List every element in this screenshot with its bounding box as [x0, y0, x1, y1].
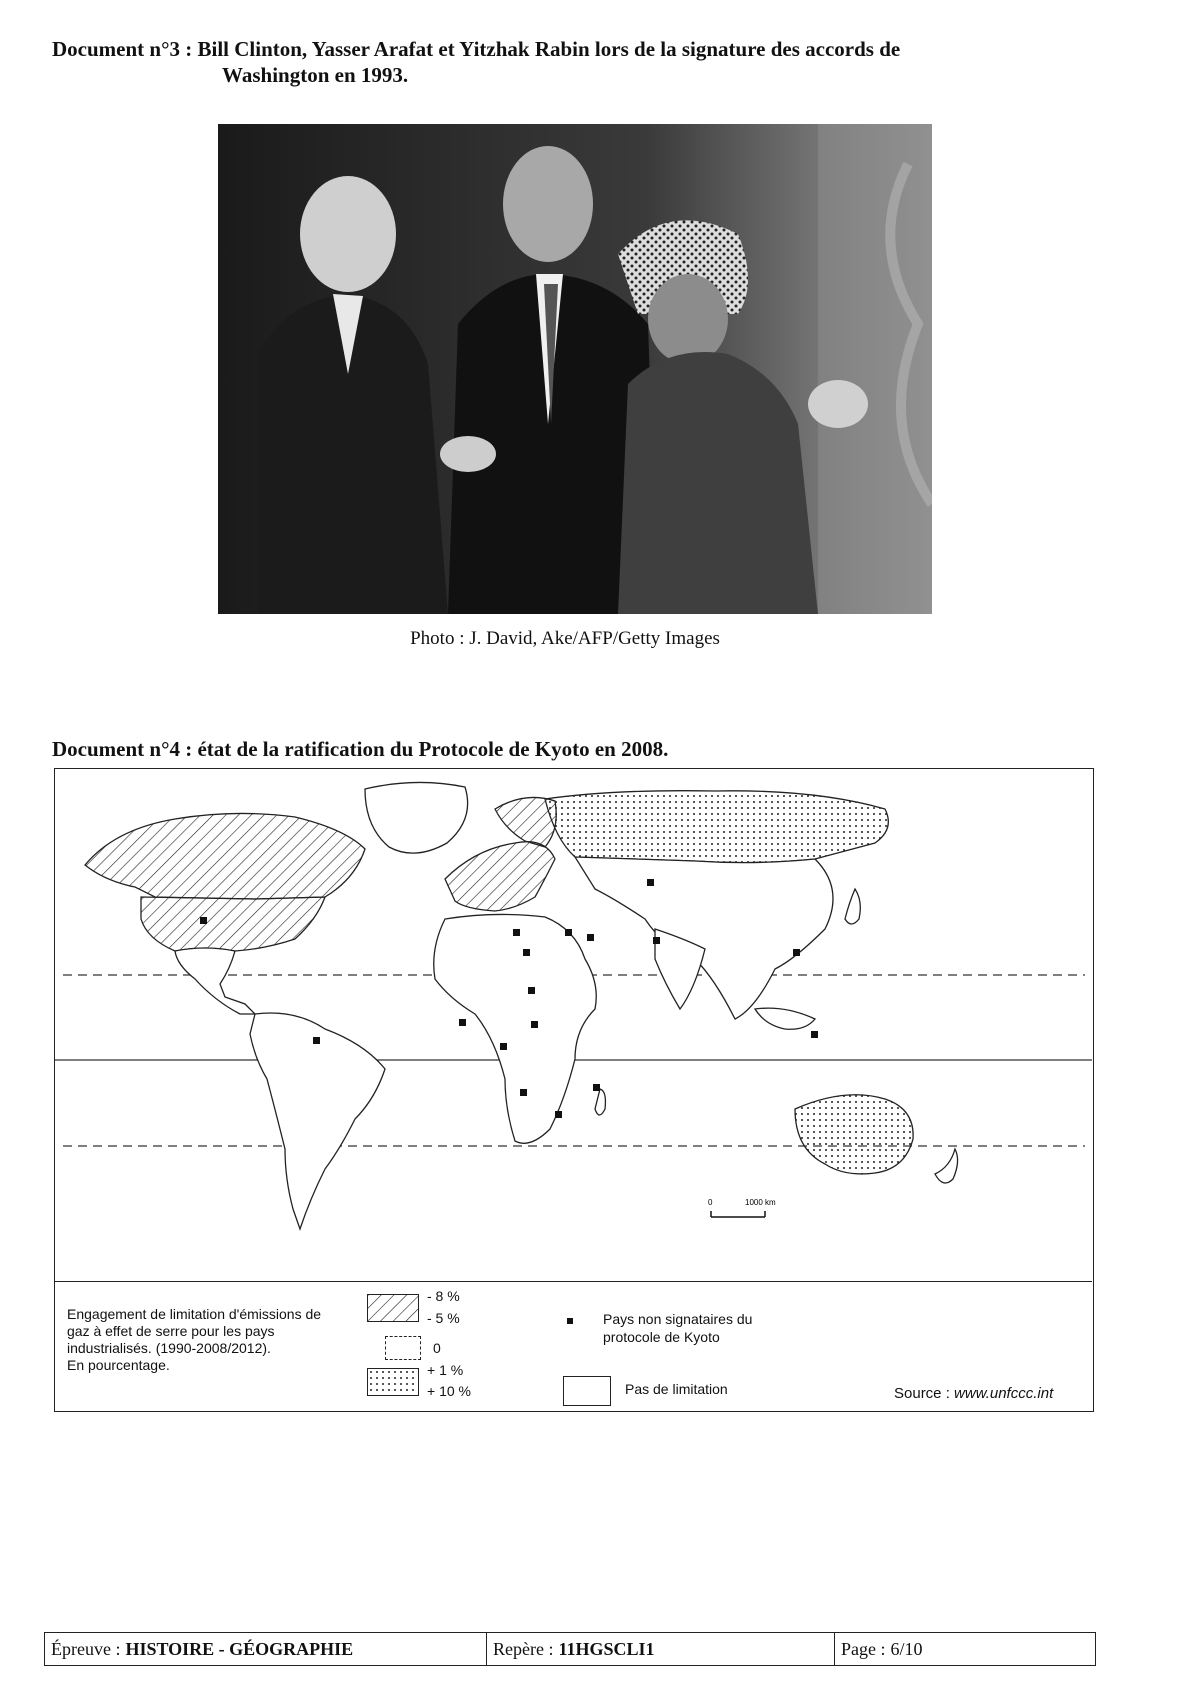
- footer-page-value: 6/10: [890, 1638, 923, 1659]
- non-signatory-legend-mark: [567, 1318, 573, 1324]
- no-limit-swatch: [563, 1376, 611, 1406]
- footer-epreuve-label: Épreuve :: [51, 1638, 121, 1659]
- non-signatory-mark: [500, 1043, 507, 1050]
- legend-non-signatory-line1: Pays non signataires du: [603, 1311, 753, 1327]
- australia-shape: [795, 1095, 913, 1174]
- document-3-title-line1: Document n°3 : Bill Clinton, Yasser Arafat et Yitzhak Rabin lors de la signature des accords de: [52, 37, 901, 61]
- madagascar-shape: [595, 1089, 605, 1115]
- legend-intro: [67, 1306, 387, 1374]
- non-signatory-mark: [555, 1111, 562, 1118]
- exam-footer: [44, 1632, 1096, 1666]
- non-signatory-mark: [523, 949, 530, 956]
- legend-dashed-value: 0: [433, 1340, 441, 1356]
- footer-epreuve-value: HISTOIRE - GÉOGRAPHIE: [125, 1638, 354, 1659]
- non-signatory-mark: [313, 1037, 320, 1044]
- non-signatory-mark: [200, 917, 207, 924]
- source-url: www.unfccc.int: [954, 1385, 1054, 1402]
- scale-label: 1000 km: [745, 1198, 776, 1207]
- africa-shape: [434, 914, 597, 1143]
- legend-intro-line: En pourcentage.: [67, 1357, 170, 1373]
- non-signatory-mark: [587, 934, 594, 941]
- asia-shape: [575, 857, 833, 1019]
- central-america-shape: [175, 948, 255, 1014]
- footer-repere-value: 11HGSCLI1: [558, 1638, 655, 1659]
- non-signatory-mark: [528, 987, 535, 994]
- non-signatory-mark: [593, 1084, 600, 1091]
- new-zealand-shape: [935, 1149, 958, 1183]
- non-signatory-mark: [793, 949, 800, 956]
- dots-swatch: [367, 1368, 419, 1396]
- legend-intro-line: industrialisés. (1990-2008/2012).: [67, 1340, 271, 1356]
- southeast-asia-shape: [755, 1008, 815, 1029]
- footer-repere: [487, 1633, 835, 1665]
- non-signatory-mark: [513, 929, 520, 936]
- legend-dots-bottom: + 10 %: [427, 1383, 471, 1399]
- japan-shape: [845, 889, 860, 924]
- source-prefix: Source :: [894, 1385, 955, 1402]
- document-3-title-line2: Washington en 1993.: [222, 63, 409, 87]
- non-signatory-mark: [520, 1089, 527, 1096]
- south-america-shape: [250, 1013, 385, 1229]
- legend-hatch-bottom: - 5 %: [427, 1310, 460, 1326]
- document-4-title: Document n°4 : état de la ratification du Protocole de Kyoto en 2008.: [52, 737, 669, 761]
- photo-credit: Photo : J. David, Ake/AFP/Getty Images: [410, 628, 720, 649]
- legend-dots-top: + 1 %: [427, 1362, 464, 1378]
- footer-epreuve: [45, 1633, 487, 1665]
- non-signatory-mark: [459, 1019, 466, 1026]
- footer-repere-label: Repère :: [493, 1638, 554, 1659]
- europe-shape: [445, 842, 555, 911]
- legend-no-limit: Pas de limitation: [625, 1381, 728, 1397]
- legend-intro-line: Engagement de limitation d'émissions de: [67, 1306, 322, 1322]
- map-legend: [55, 1281, 1092, 1412]
- dashed-swatch: [385, 1336, 421, 1360]
- photo-washington-accords: [218, 124, 932, 614]
- footer-page: [835, 1633, 1095, 1665]
- legend-hatch-top: - 8 %: [427, 1288, 460, 1304]
- legend-non-signatory-line2: protocole de Kyoto: [603, 1329, 720, 1345]
- hatch-swatch: [367, 1294, 419, 1322]
- usa-shape: [141, 897, 325, 951]
- non-signatory-mark: [565, 929, 572, 936]
- greenland-shape: [365, 782, 468, 853]
- non-signatory-mark: [531, 1021, 538, 1028]
- non-signatory-mark: [647, 879, 654, 886]
- canada-shape: [85, 813, 365, 899]
- map-source: [894, 1385, 1053, 1402]
- non-signatory-mark: [811, 1031, 818, 1038]
- legend-non-signatory: [603, 1310, 752, 1346]
- document-3-title: [52, 36, 1112, 88]
- footer-page-label: Page :: [841, 1638, 886, 1659]
- kyoto-world-map: [54, 768, 1094, 1412]
- world-map-drawing: [55, 769, 1092, 1281]
- russia-shape: [545, 791, 888, 863]
- non-signatory-mark: [653, 937, 660, 944]
- scale-zero: 0: [708, 1198, 713, 1207]
- legend-intro-line: gaz à effet de serre pour les pays: [67, 1323, 275, 1339]
